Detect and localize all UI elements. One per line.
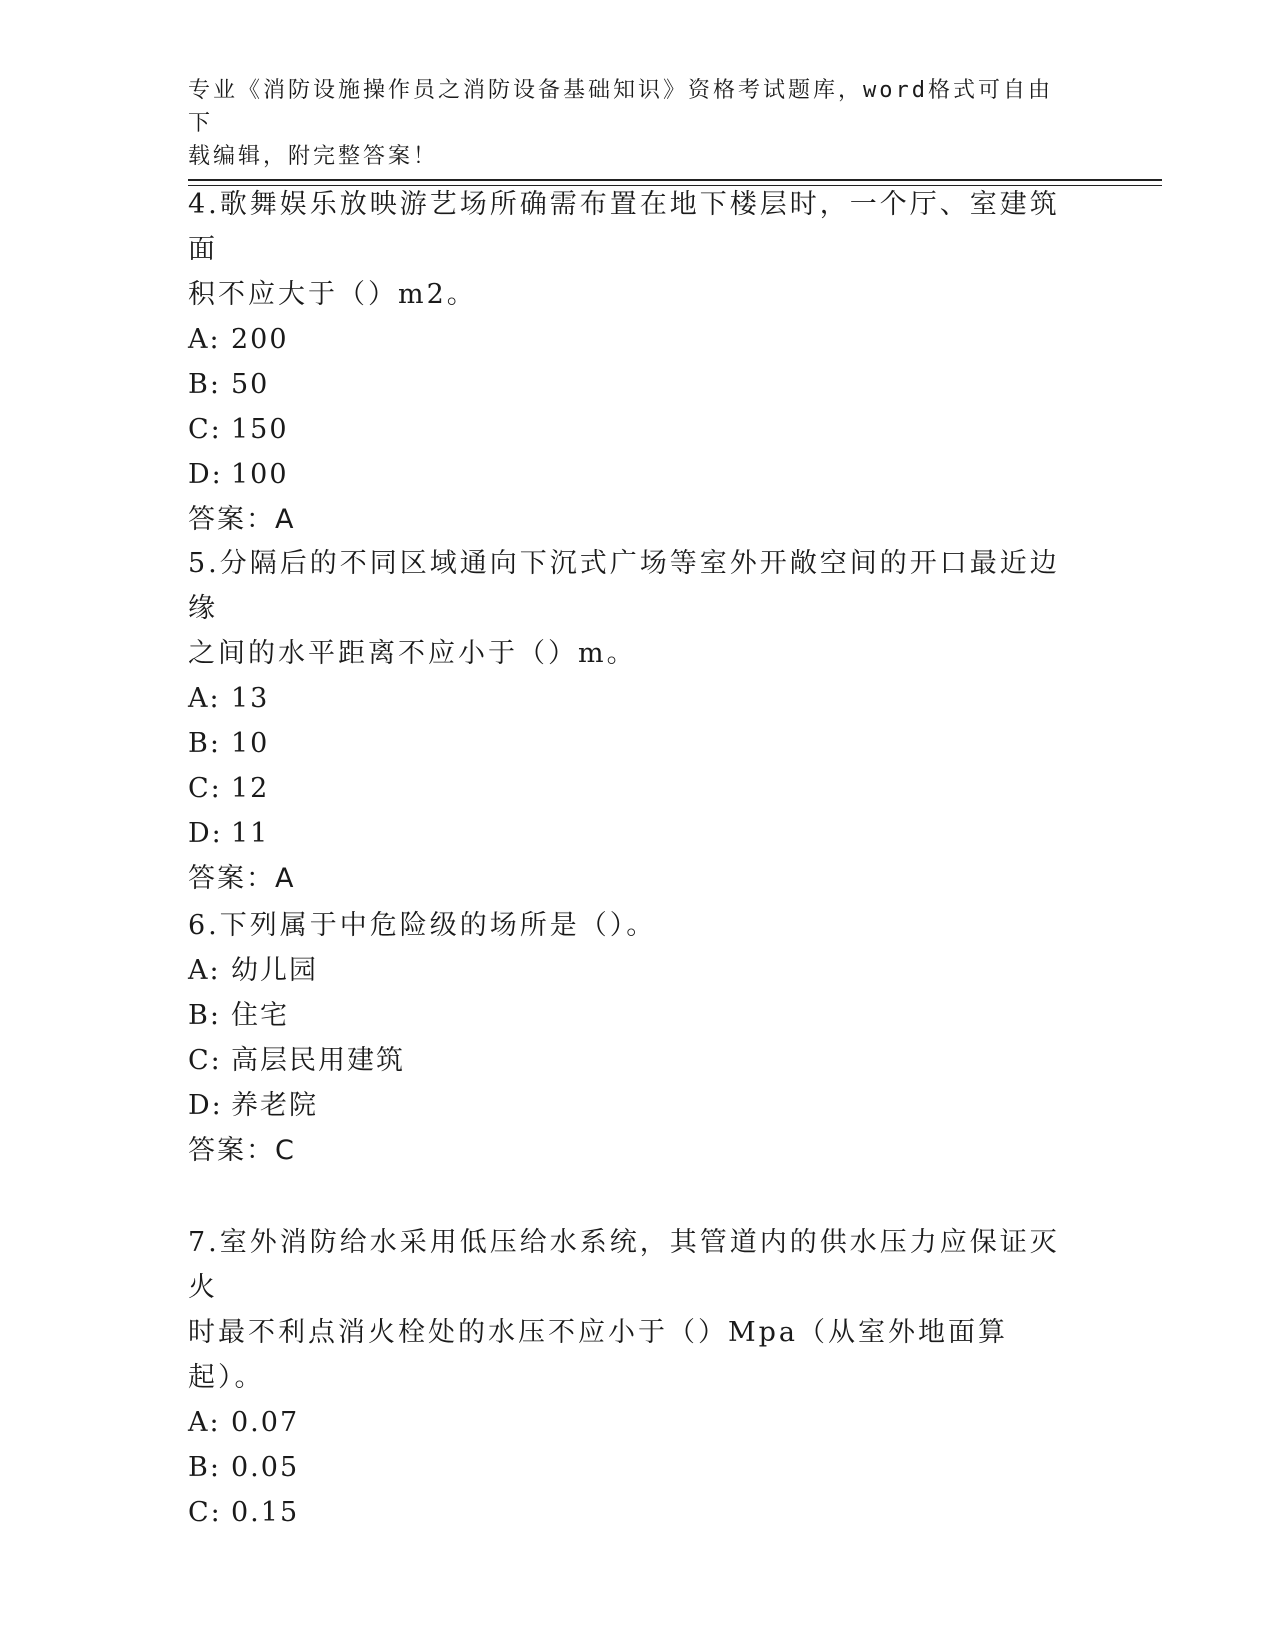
option-letter: B: <box>188 369 221 400</box>
option-letter: C: <box>188 1045 222 1076</box>
question-7 <box>188 1220 1068 1535</box>
question-stem-line-1: 6.下列属于中危险级的场所是（）。 <box>188 910 657 941</box>
option-a <box>188 948 1068 993</box>
option-text: 200 <box>231 324 289 355</box>
option-letter: A: <box>188 1407 221 1438</box>
option-letter: C: <box>188 773 222 804</box>
option-d <box>188 1083 1068 1128</box>
option-b <box>188 721 1068 766</box>
option-b <box>188 362 1068 407</box>
answer-line: 答案：C <box>188 1135 296 1166</box>
option-letter: D: <box>188 459 223 490</box>
option-c <box>188 1490 1068 1535</box>
question-4 <box>188 182 1068 542</box>
question-5 <box>188 541 1068 901</box>
option-d <box>188 811 1068 856</box>
answer-line: 答案：A <box>188 863 296 894</box>
option-b <box>188 1445 1068 1490</box>
option-text: 幼儿园 <box>231 955 318 986</box>
answer-line: 答案：A <box>188 504 296 535</box>
question-stem-line-2: 之间的水平距离不应小于（）m。 <box>188 638 637 669</box>
question-stem-line-1: 7.室外消防给水采用低压给水系统，其管道内的供水压力应保证灭火 <box>188 1227 1060 1303</box>
header-divider-thick <box>188 179 1162 181</box>
option-c <box>188 766 1068 811</box>
option-text: 高层民用建筑 <box>231 1045 405 1076</box>
option-letter: D: <box>188 1090 223 1121</box>
option-text: 住宅 <box>231 1000 289 1031</box>
option-text: 100 <box>231 459 289 490</box>
option-text: 养老院 <box>231 1090 318 1121</box>
option-a <box>188 676 1068 721</box>
document-header <box>188 74 1068 173</box>
option-c <box>188 407 1068 452</box>
option-text: 13 <box>231 683 270 714</box>
option-b <box>188 993 1068 1038</box>
option-text: 0.05 <box>231 1452 300 1483</box>
option-text: 50 <box>231 369 270 400</box>
header-line-1: 专业《消防设施操作员之消防设备基础知识》资格考试题库，word格式可自由下 <box>188 78 1053 136</box>
option-text: 12 <box>231 773 270 804</box>
option-text: 0.07 <box>231 1407 300 1438</box>
option-d <box>188 452 1068 497</box>
option-letter: C: <box>188 414 222 445</box>
question-stem-line-1: 5.分隔后的不同区域通向下沉式广场等室外开敞空间的开口最近边缘 <box>188 548 1060 624</box>
option-letter: A: <box>188 324 221 355</box>
option-text: 0.15 <box>231 1497 300 1528</box>
option-a <box>188 1400 1068 1445</box>
option-text: 11 <box>231 818 270 849</box>
option-letter: A: <box>188 683 221 714</box>
question-stem-line-1: 4.歌舞娱乐放映游艺场所确需布置在地下楼层时，一个厅、室建筑面 <box>188 189 1060 265</box>
option-c <box>188 1038 1068 1083</box>
header-line-2: 载编辑，附完整答案！ <box>188 144 439 169</box>
option-letter: C: <box>188 1497 222 1528</box>
option-text: 150 <box>231 414 289 445</box>
option-letter: B: <box>188 1000 221 1031</box>
question-stem-line-2: 积不应大于（）m2。 <box>188 279 477 310</box>
option-letter: B: <box>188 1452 221 1483</box>
option-letter: B: <box>188 728 221 759</box>
question-6 <box>188 903 1068 1173</box>
option-text: 10 <box>231 728 270 759</box>
option-letter: A: <box>188 955 221 986</box>
option-letter: D: <box>188 818 223 849</box>
option-a <box>188 317 1068 362</box>
question-stem-line-2: 时最不利点消火栓处的水压不应小于（）Mpa（从室外地面算起）。 <box>188 1317 1009 1393</box>
